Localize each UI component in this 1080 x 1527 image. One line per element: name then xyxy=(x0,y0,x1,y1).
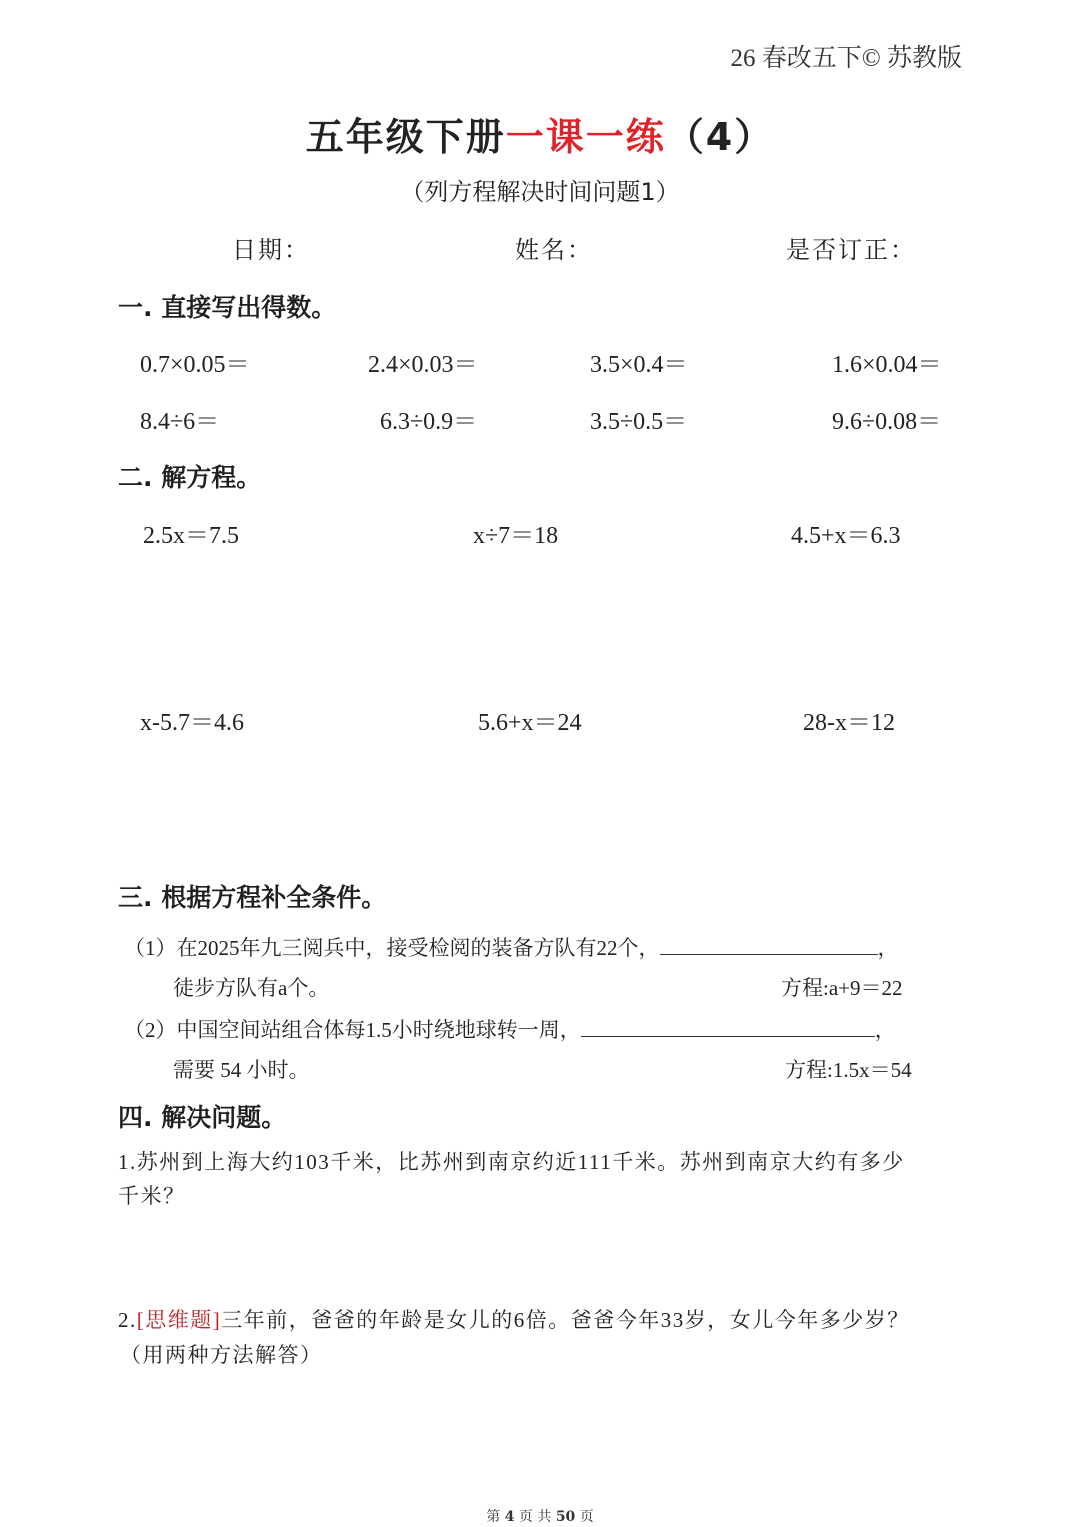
problem1-equation: 方程:a+9＝22 xyxy=(781,976,903,1000)
question1-line2: 千米？ xyxy=(118,1184,186,1208)
question2-line1 xyxy=(118,1304,910,1334)
title-highlight: 一课一练 xyxy=(505,115,666,159)
equation-item: 2.5x＝7.5 xyxy=(143,523,239,549)
page-total: 50 xyxy=(555,1509,576,1525)
calc-item: 0.7×0.05＝ xyxy=(140,352,250,378)
calc-item: 2.4×0.03＝ xyxy=(368,352,478,378)
comma: ， xyxy=(877,936,899,960)
thinking-tag: [思维题] xyxy=(136,1308,222,1332)
problem2-equation: 方程:1.5x＝54 xyxy=(785,1058,912,1082)
equation-item: 5.6+x＝24 xyxy=(478,710,582,736)
problem2-text: （2）中国空间站组合体每1.5小时绕地球转一周， xyxy=(124,1018,581,1042)
calc-item: 3.5×0.4＝ xyxy=(590,352,688,378)
edition-label: 26 春改五下© 苏教版 xyxy=(730,45,962,72)
date-field-label: 日期： xyxy=(232,236,310,264)
section3-heading: 三. 根据方程补全条件。 xyxy=(118,883,387,912)
equation-item: x-5.7＝4.6 xyxy=(140,710,244,736)
footer-prefix: 第 xyxy=(486,1509,505,1525)
equation-item: x÷7＝18 xyxy=(473,523,559,549)
question1-line1: 1.苏州到上海大约103千米，比苏州到南京约近111千米。苏州到南京大约有多少 xyxy=(118,1150,905,1174)
question-number: 2. xyxy=(118,1308,137,1332)
page-footer xyxy=(0,1506,1080,1526)
equation-item: 28-x＝12 xyxy=(803,710,895,736)
title-suffix: （4） xyxy=(665,115,775,159)
calc-item: 8.4÷6＝ xyxy=(140,409,220,435)
answer-blank[interactable] xyxy=(660,934,878,955)
section4-heading: 四. 解决问题。 xyxy=(118,1103,287,1132)
page-number: 4 xyxy=(504,1509,515,1525)
section1-heading: 一. 直接写出得数。 xyxy=(118,293,337,322)
page-subtitle: （列方程解决时间问题1） xyxy=(400,178,680,206)
calc-item: 9.6÷0.08＝ xyxy=(832,409,942,435)
question2-line2: （用两种方法解答） xyxy=(120,1343,323,1367)
name-field-label: 姓名： xyxy=(515,236,593,264)
problem2-line2: 需要 54 小时。 xyxy=(173,1058,310,1082)
section2-heading: 二. 解方程。 xyxy=(118,463,262,492)
answer-blank[interactable] xyxy=(581,1016,875,1037)
equation-item: 4.5+x＝6.3 xyxy=(791,523,901,549)
calc-item: 6.3÷0.9＝ xyxy=(380,409,478,435)
problem1-text: （1）在2025年九三阅兵中，接受检阅的装备方队有22个， xyxy=(124,936,660,960)
corrected-field-label: 是否订正： xyxy=(786,236,916,264)
calc-item: 1.6×0.04＝ xyxy=(832,352,942,378)
page-title xyxy=(0,106,1080,161)
calc-item: 3.5÷0.5＝ xyxy=(590,409,688,435)
problem1-line1 xyxy=(124,932,899,962)
footer-mid: 页 共 xyxy=(514,1509,556,1525)
footer-suffix: 页 xyxy=(575,1509,594,1525)
question2-text: 三年前，爸爸的年龄是女儿的6倍。爸爸今年33岁，女儿今年多少岁？ xyxy=(221,1308,910,1332)
problem1-line2: 徒步方队有a个。 xyxy=(173,976,330,1000)
comma: ， xyxy=(874,1018,896,1042)
problem2-line1 xyxy=(124,1014,896,1044)
title-prefix: 五年级下册 xyxy=(305,115,506,159)
